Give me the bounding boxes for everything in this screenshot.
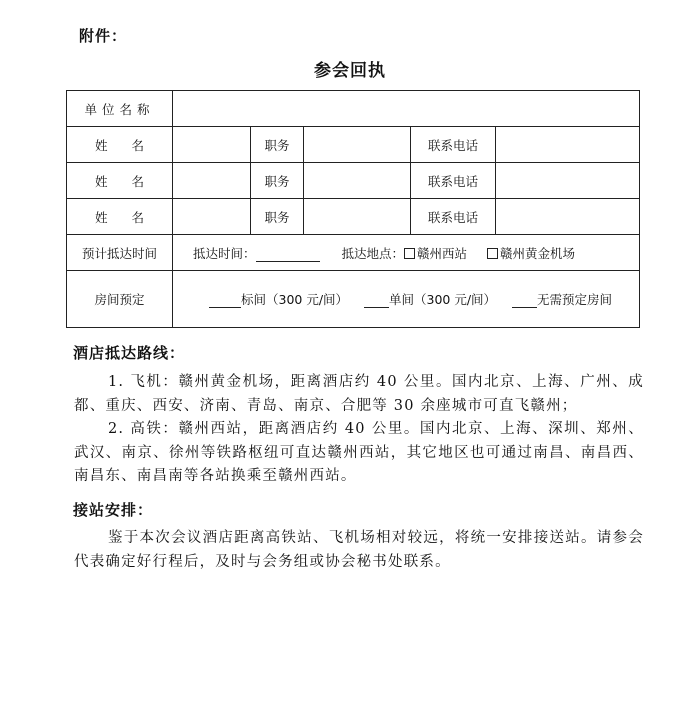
phone-label: 联系电话: [411, 163, 496, 199]
room-none-option: 无需预定房间: [537, 292, 613, 307]
arrival-row: [67, 235, 640, 271]
room-single-option: 单间（300 元/间）: [389, 292, 497, 307]
arrival-place-label: 抵达地点：: [341, 245, 404, 261]
room-cell: [173, 271, 640, 328]
checkbox-west-station[interactable]: [404, 248, 415, 259]
name-field[interactable]: [173, 199, 251, 235]
arrival-time-blank[interactable]: [256, 246, 320, 262]
route-heading: 酒店抵达路线：: [73, 344, 186, 362]
room-standard-option: 标间（300 元/间）: [241, 292, 349, 307]
pickup-paragraph: 鉴于本次会议酒店距离高铁站、飞机场相对较远，将统一安排接送站。请参会代表确定好行程后，及时与会务组或协会秘书处联系。: [74, 530, 644, 570]
room-label: 房间预定: [67, 271, 173, 328]
name-label: 姓 名: [67, 199, 173, 235]
position-field[interactable]: [304, 127, 411, 163]
name-label: 姓 名: [67, 163, 173, 199]
unit-row: [67, 91, 640, 127]
position-field[interactable]: [304, 199, 411, 235]
phone-field[interactable]: [496, 163, 640, 199]
position-label: 职务: [251, 199, 304, 235]
phone-field[interactable]: [496, 127, 640, 163]
route-rail-paragraph: 2. 高铁：赣州西站，距离酒店约 40 公里。国内北京、上海、深圳、郑州、武汉、南京、徐州等铁路枢纽可直达赣州西站，其它地区也可通过南昌、南昌西、南昌东、南昌南等各站换乘至赣州西站。: [74, 421, 644, 484]
option-airport: 赣州黄金机场: [499, 245, 575, 261]
form-title: 参会回执: [314, 61, 386, 81]
room-single-blank[interactable]: [364, 292, 389, 308]
unit-name-label: 单位名称: [67, 91, 173, 127]
attendee-row: [67, 127, 640, 163]
name-field[interactable]: [173, 127, 251, 163]
arrival-label: 预计抵达时间: [67, 235, 173, 271]
arrival-time-label: 抵达时间：: [193, 245, 256, 261]
position-label: 职务: [251, 163, 304, 199]
attendee-row: [67, 199, 640, 235]
route-flight-paragraph: 1. 飞机：赣州黄金机场，距离酒店约 40 公里。国内北京、上海、广州、成都、重庆、西安、济南、青岛、南京、合肥等 30 余座城市可直飞赣州；: [74, 374, 644, 414]
name-label: 姓 名: [67, 127, 173, 163]
room-row: [67, 271, 640, 328]
checkbox-airport[interactable]: [487, 248, 498, 259]
phone-field[interactable]: [496, 199, 640, 235]
attendee-row: [67, 163, 640, 199]
phone-label: 联系电话: [411, 199, 496, 235]
phone-label: 联系电话: [411, 127, 496, 163]
room-none-blank[interactable]: [512, 292, 537, 308]
option-west-station: 赣州西站: [417, 245, 468, 261]
arrival-cell: [173, 235, 640, 271]
position-label: 职务: [251, 127, 304, 163]
position-field[interactable]: [304, 163, 411, 199]
unit-name-field[interactable]: [173, 91, 640, 127]
pickup-heading: 接站安排：: [73, 501, 154, 519]
registration-form-table: [66, 90, 640, 328]
name-field[interactable]: [173, 163, 251, 199]
room-standard-blank[interactable]: [209, 292, 241, 308]
attachment-label: 附件：: [79, 27, 128, 45]
